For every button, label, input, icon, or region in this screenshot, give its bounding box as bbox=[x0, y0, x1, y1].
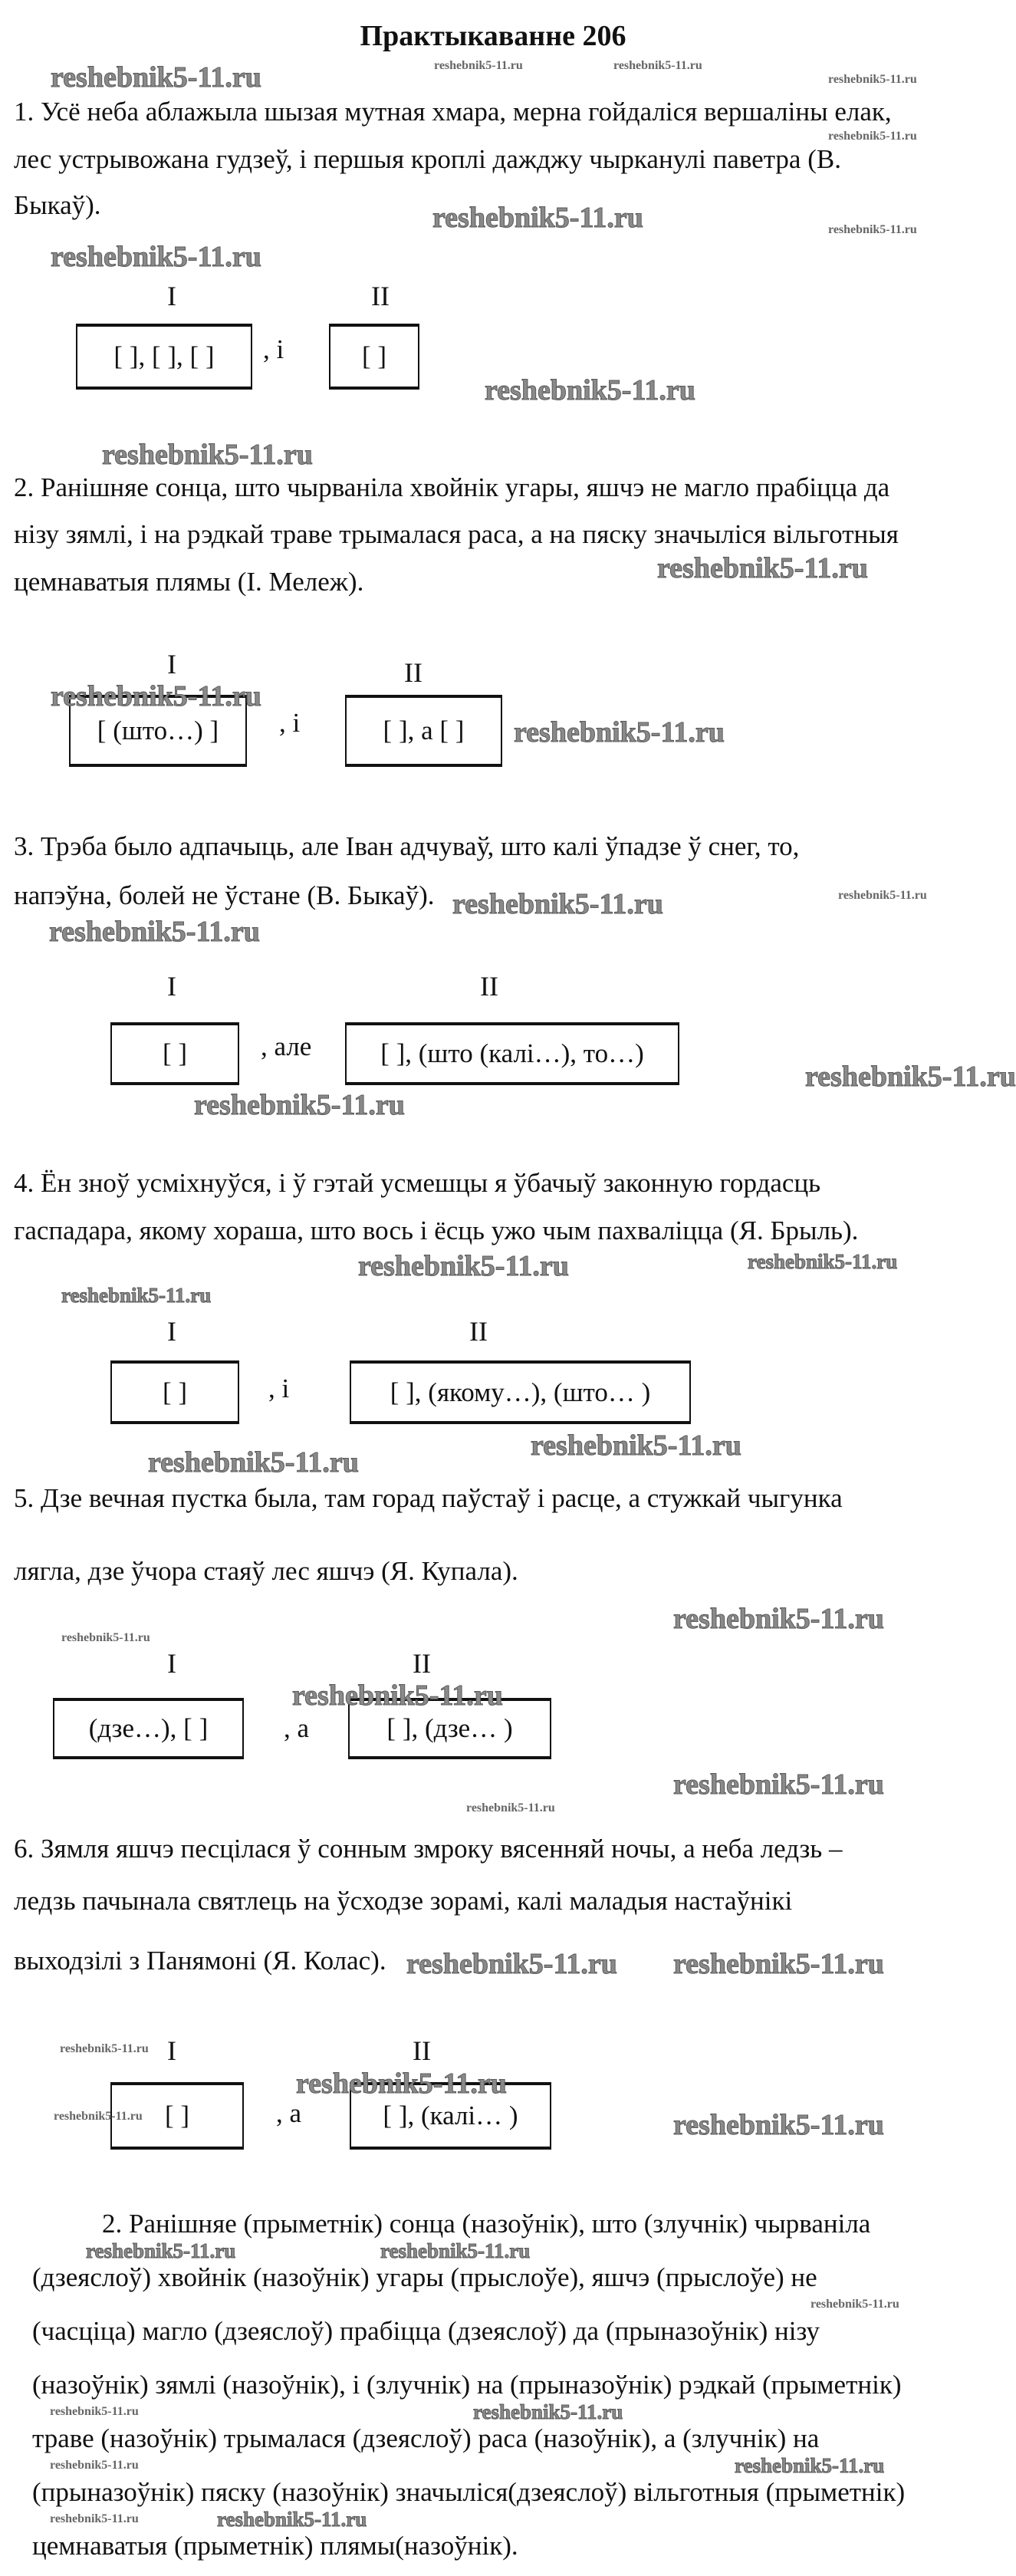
watermark: reshebnik5-11.ru bbox=[613, 59, 702, 72]
watermark: reshebnik5-11.ru bbox=[358, 1250, 569, 1282]
sentence-line: Быкаў). bbox=[14, 190, 101, 220]
watermark: reshebnik5-11.ru bbox=[148, 1446, 359, 1479]
clause-label-2: II bbox=[404, 657, 423, 688]
watermark: reshebnik5-11.ru bbox=[49, 916, 260, 948]
watermark: reshebnik5-11.ru bbox=[102, 439, 313, 471]
sentence-line: 3. Трэба было адпачыць, але Іван адчуваў, што калі ўпадзе ў снег, то, bbox=[14, 831, 800, 861]
sentence-line: цемнаватыя плямы (І. Мележ). bbox=[14, 567, 364, 597]
clause-box-2: [ ], а [ ] bbox=[345, 695, 502, 767]
watermark: reshebnik5-11.ru bbox=[60, 2042, 149, 2055]
clause-box-2: [ ] bbox=[329, 324, 419, 390]
watermark: reshebnik5-11.ru bbox=[531, 1429, 741, 1462]
sentence-line: 1. Усё неба аблажыла шызая мутная хмара, мерна гойдаліся вершаліны елак, bbox=[14, 97, 892, 127]
conjunction: , а bbox=[284, 1713, 310, 1743]
watermark: reshebnik5-11.ru bbox=[466, 1801, 555, 1814]
sentence-line: гаспадара, якому хораша, што вось і ёсць ужо чым пахваліцца (Я. Брыль). bbox=[14, 1216, 859, 1245]
watermark: reshebnik5-11.ru bbox=[292, 1679, 503, 1712]
clause-label-2: II bbox=[371, 281, 390, 311]
conjunction: , і bbox=[279, 708, 301, 738]
watermark: reshebnik5-11.ru bbox=[673, 1948, 884, 1980]
clause-label-2: ІІ bbox=[469, 1316, 488, 1347]
analysis-line: 2. Ранішняе (прыметнік) сонца (назоўнік), што (злучнік) чырваніла bbox=[102, 2209, 871, 2239]
watermark: reshebnik5-11.ru bbox=[61, 1284, 212, 1307]
watermark: reshebnik5-11.ru bbox=[86, 2239, 236, 2262]
sentence-line: выходзілі з Панямоні (Я. Колас). bbox=[14, 1946, 386, 1976]
watermark: reshebnik5-11.ru bbox=[51, 61, 261, 94]
sentence-line: 2. Ранішняе сонца, што чырваніла хвойнік угары, яшчэ не магло прабіцца да bbox=[14, 472, 890, 502]
watermark: reshebnik5-11.ru bbox=[485, 374, 695, 406]
analysis-line: (назоўнік) зямлі (назоўнік), і (злучнік) на (прыназоўнік) рэдкай (прыметнік) bbox=[32, 2370, 902, 2400]
watermark: reshebnik5-11.ru bbox=[810, 2298, 899, 2311]
watermark: reshebnik5-11.ru bbox=[217, 2508, 367, 2531]
analysis-line: цемнаватыя (прыметнік) плямы(назоўнік). bbox=[32, 2531, 518, 2561]
clause-label-2: II bbox=[413, 1648, 431, 1679]
sentence-line: 5. Дзе вечная пустка была, там горад паўстаў і расце, а стужкай чыгунка bbox=[14, 1483, 843, 1513]
clause-box-2: [ ], (калі… ) bbox=[350, 2082, 551, 2150]
analysis-line: (дзеяслоў) хвойнік (назоўнік) угары (прыслоўе), яшчэ (прыслоўе) не bbox=[32, 2262, 817, 2292]
watermark: reshebnik5-11.ru bbox=[673, 1603, 884, 1635]
clause-label-1: I bbox=[167, 1316, 176, 1347]
sentence-line: ледзь пачынала святлець на ўсходзе зорамі, калі маладыя настаўнікі bbox=[14, 1886, 793, 1916]
clause-box-1: [ ] bbox=[110, 2082, 244, 2150]
watermark: reshebnik5-11.ru bbox=[54, 2110, 143, 2123]
conjunction: , і bbox=[268, 1374, 290, 1403]
clause-label-1: I bbox=[167, 281, 176, 311]
watermark: reshebnik5-11.ru bbox=[434, 59, 523, 72]
clause-box-2: [ ], (што (калі…), то…) bbox=[345, 1022, 679, 1085]
watermark: reshebnik5-11.ru bbox=[51, 241, 261, 273]
watermark: reshebnik5-11.ru bbox=[296, 2068, 507, 2100]
watermark: reshebnik5-11.ru bbox=[452, 888, 663, 920]
clause-label-1: I bbox=[167, 971, 176, 1002]
clause-label-1: I bbox=[167, 2035, 176, 2066]
clause-box-1: (дзе…), [ ] bbox=[53, 1698, 244, 1759]
watermark: reshebnik5-11.ru bbox=[828, 223, 917, 236]
watermark: reshebnik5-11.ru bbox=[514, 716, 725, 748]
clause-label-1: I bbox=[167, 649, 176, 679]
watermark: reshebnik5-11.ru bbox=[50, 2512, 139, 2525]
sentence-line: напэўна, болей не ўстане (В. Быкаў). bbox=[14, 880, 435, 910]
sentence-line: нізу зямлі, і на рэдкай траве трымалася раса, а на пяску значыліся вільготныя bbox=[14, 519, 899, 549]
conjunction: , і bbox=[263, 334, 284, 364]
analysis-line: (прыназоўнік) пяску (назоўнік) значыліся(дзеяслоў) вільготныя (прыметнік) bbox=[32, 2477, 906, 2507]
watermark: reshebnik5-11.ru bbox=[828, 130, 917, 143]
sentence-line: лягла, дзе ўчора стаяў лес яшчэ (Я. Купала). bbox=[14, 1556, 518, 1586]
watermark: reshebnik5-11.ru bbox=[380, 2239, 531, 2262]
sentence-line: 6. Зямля яшчэ песцілася ў сонным змроку вясенняй ночы, а неба ледзь – bbox=[14, 1834, 843, 1864]
watermark: reshebnik5-11.ru bbox=[194, 1089, 405, 1121]
conjunction: , а bbox=[276, 2098, 302, 2128]
watermark: reshebnik5-11.ru bbox=[432, 202, 643, 234]
watermark: reshebnik5-11.ru bbox=[406, 1948, 617, 1980]
clause-box-1: [ ], [ ], [ ] bbox=[76, 324, 252, 390]
clause-label-2: II bbox=[413, 2035, 431, 2066]
watermark: reshebnik5-11.ru bbox=[473, 2400, 623, 2423]
watermark: reshebnik5-11.ru bbox=[828, 73, 917, 86]
watermark: reshebnik5-11.ru bbox=[657, 552, 868, 584]
clause-box-1: [ ] bbox=[110, 1022, 239, 1085]
watermark: reshebnik5-11.ru bbox=[748, 1250, 898, 1273]
watermark: reshebnik5-11.ru bbox=[673, 1768, 884, 1801]
watermark: reshebnik5-11.ru bbox=[838, 889, 927, 902]
watermark: reshebnik5-11.ru bbox=[805, 1061, 1016, 1093]
clause-box-2: [ ], (якому…), (што… ) bbox=[350, 1360, 691, 1424]
conjunction: , але bbox=[261, 1031, 312, 1061]
clause-label-1: I bbox=[167, 1648, 176, 1679]
analysis-line: (часціца) магло (дзеяслоў) прабіцца (дзеяслоў) да (прыназоўнік) нізу bbox=[32, 2316, 820, 2346]
page-title: Практыкаванне 206 bbox=[360, 20, 626, 52]
watermark: reshebnik5-11.ru bbox=[61, 1631, 150, 1644]
sentence-line: лес устрывожана гудзеў, і першыя кроплі дажджу чырканулі паветра (В. bbox=[14, 144, 841, 174]
analysis-line: траве (назоўнік) трымалася (дзеяслоў) раса (назоўнік), а (злучнік) на bbox=[32, 2423, 820, 2453]
clause-label-2: II bbox=[480, 971, 498, 1002]
watermark: reshebnik5-11.ru bbox=[50, 2405, 139, 2418]
clause-box-1: [ (што…) ] bbox=[69, 695, 247, 767]
clause-box-1: [ ] bbox=[110, 1360, 239, 1424]
watermark: reshebnik5-11.ru bbox=[50, 2459, 139, 2472]
watermark: reshebnik5-11.ru bbox=[735, 2454, 885, 2477]
watermark: reshebnik5-11.ru bbox=[673, 2109, 884, 2141]
clause-box-2: [ ], (дзе… ) bbox=[348, 1698, 551, 1759]
sentence-line: 4. Ён зноў усміхнуўся, і ў гэтай усмешцы я ўбачыў законную гордасць bbox=[14, 1168, 821, 1198]
watermark: reshebnik5-11.ru bbox=[51, 680, 261, 712]
